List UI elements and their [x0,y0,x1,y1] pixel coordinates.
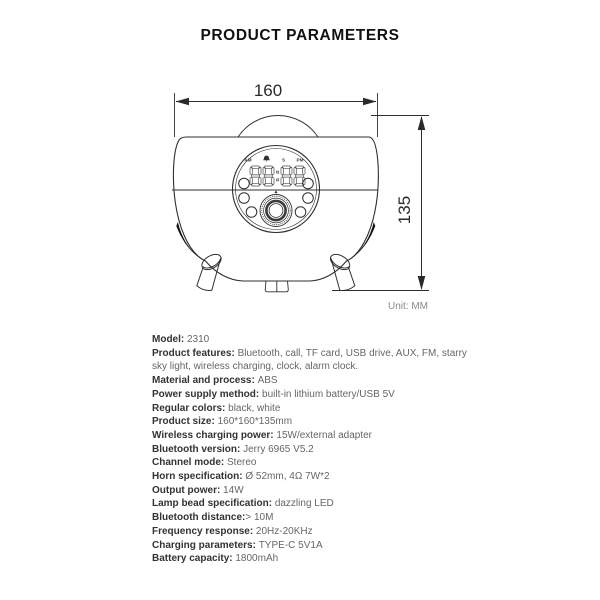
colon-dot [277,179,279,181]
spec-value: 2310 [187,334,210,345]
rotary-knob [260,190,292,226]
unit-label: Unit: MM [388,301,428,312]
spec-value: TYPE-C 5V1A [258,539,323,551]
spec-label: Battery capacity: [152,553,236,565]
button-left-1 [239,178,250,189]
colon-dot [277,171,279,173]
spec-value: 20Hz-20KHz [255,525,313,537]
spec-label: Wireless charging power: [152,429,277,441]
snooze-label: S [281,157,286,163]
width-dimension [175,81,378,137]
center-foot [265,281,288,292]
spec-list [152,333,482,566]
spec-label: Material and process: [152,375,258,387]
am-label: AM [244,157,252,163]
spec-value: Ø 52mm, 4Ω 7W*2 [245,471,330,483]
spec-label: Lamp bead specification: [152,498,275,510]
spec-value: dazzling LED [274,498,334,510]
spec-label: Output power: [152,484,224,496]
knob-marker [274,190,277,193]
height-dimension [332,116,429,291]
spec-value: 1800mAh [235,553,279,565]
height-value: 135 [395,195,414,225]
spec-row [152,552,482,566]
spec-value: ABS [257,375,278,387]
spec-row [152,443,482,457]
page-title: PRODUCT PARAMETERS [200,27,400,44]
spec-label: Model: [152,334,187,345]
width-value: 160 [253,81,283,100]
top-dome [238,116,318,137]
spec-value: built-in lithium battery/USB 5V [262,388,395,400]
spec-label: Regular colors: [152,402,229,414]
spec-label: Bluetooth version: [152,443,244,455]
button-left-3 [246,207,257,218]
spec-row [152,470,482,484]
arrow-left-icon [176,98,190,106]
spec-row [152,456,482,470]
button-right-1 [303,178,314,189]
left-shadow-wedge [176,222,204,261]
spec-label: Product size: [152,416,218,428]
spec-row [152,497,482,511]
arrow-right-icon [363,98,377,106]
spec-label: Product features: [152,347,238,359]
button-right-3 [295,207,306,218]
spec-label: Channel mode: [152,457,228,469]
spec-value: 160*160*135mm [217,416,293,428]
spec-label: Power supply method: [152,388,263,400]
spec-value: 15W/external adapter [276,429,373,441]
left-foot [197,251,224,290]
spec-label: Frequency response: [152,525,256,537]
right-shadow-wedge [348,222,376,261]
spec-row [152,333,482,347]
arrow-down-icon [418,276,426,290]
clock-display [250,166,305,186]
spec-value: 14W [223,484,244,496]
spec-value: Stereo [227,457,257,469]
arrow-up-icon [418,116,426,130]
spec-row [152,402,482,416]
spec-label: Bluetooth distance: [152,512,246,524]
spec-row [152,347,482,361]
spec-label: Charging parameters: [152,539,259,551]
spec-row [152,360,482,374]
spec-row [152,484,482,498]
spec-row [152,374,482,388]
spec-value: sky light, wireless charging, clock, alarm clock. [152,361,359,373]
bell-icon [263,156,270,161]
button-left-2 [239,193,250,204]
spec-row [152,525,482,539]
spec-row [152,415,482,429]
right-foot [328,251,355,290]
spec-row [152,388,482,402]
spec-value: > 10M [245,512,274,524]
spec-value: black, white [228,402,281,414]
spec-row [152,511,482,525]
pm-label: PM [296,157,304,163]
spec-row [152,539,482,553]
control-panel [233,146,320,233]
button-right-2 [303,193,314,204]
spec-value: Jerry 6965 V5.2 [243,443,314,455]
spec-row [152,429,482,443]
bell-clapper [266,160,267,161]
spec-label: Horn specification: [152,471,246,483]
spec-value: Bluetooth, call, TF card, USB drive, AUX, FM, starry [237,347,467,359]
